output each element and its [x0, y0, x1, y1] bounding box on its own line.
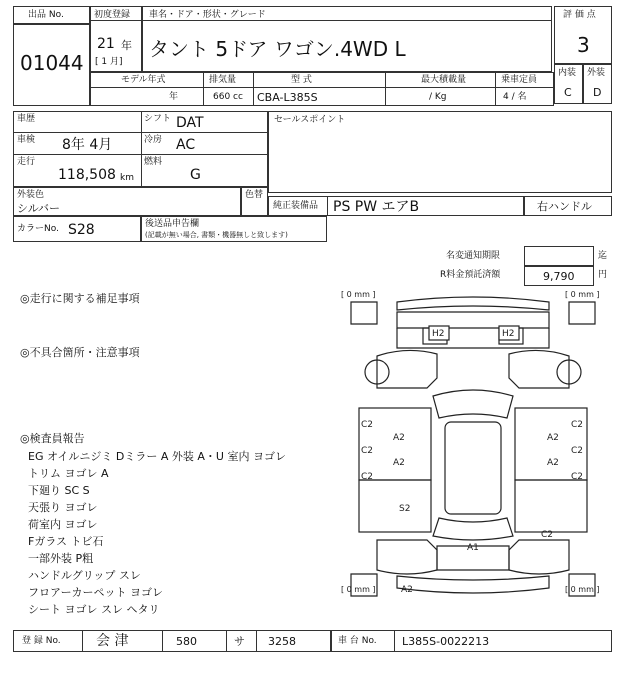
interior-label: 内装: [558, 68, 577, 78]
history-divider: [14, 132, 267, 133]
front-left-tire: [351, 302, 377, 324]
recycle-unit: 円: [598, 270, 608, 280]
grade-box: [554, 6, 612, 64]
running-notes-label: ◎走行に関する補足事項: [20, 292, 140, 305]
capacity-label: 乗車定員: [501, 75, 538, 85]
report-line: シート ヨゴレ スレ ヘタリ: [28, 603, 160, 616]
lot-label: 出品 No.: [28, 10, 64, 20]
plate-number: 3258: [268, 635, 296, 648]
equipment-value: PS PW エアB: [333, 199, 420, 215]
exterior-color-box: [13, 187, 241, 216]
inspection-label: 車検: [17, 135, 36, 145]
interior-box: [554, 64, 583, 104]
equipment-label: 純正装備品: [273, 201, 319, 211]
inspector-report-list: [28, 448, 328, 618]
windshield: [433, 390, 513, 418]
grade-label: 評 価 点: [563, 10, 596, 20]
mark-s2: S2: [399, 504, 411, 514]
right-front-door: [515, 408, 587, 480]
grille: [397, 328, 549, 348]
exterior-box: [583, 64, 612, 104]
spec-divider: [253, 73, 254, 105]
car-name-box: [142, 6, 552, 72]
chassis-no: L385S-0022213: [402, 635, 490, 648]
exterior-value: D: [593, 86, 602, 99]
registration-month: [ 1 月]: [95, 57, 123, 67]
plate-label: 登 録 No.: [22, 636, 61, 646]
spec-divider: [91, 87, 553, 88]
tire-label-front-right: [ 0 mm ]: [565, 290, 600, 299]
plate-box: [13, 630, 331, 652]
displacement-label: 排気量: [209, 75, 237, 85]
report-line: ハンドルグリップ スレ: [28, 569, 141, 582]
plate-region: 会 津: [96, 633, 129, 649]
repaint-box: [241, 187, 268, 216]
max-load-label: 最大積載量: [421, 75, 467, 85]
color-no-label: カラーNo.: [17, 224, 59, 234]
model-type: CBA-L385S: [257, 91, 318, 104]
year-unit: 年: [121, 39, 132, 52]
report-line: トリム ヨゴレ A: [28, 467, 109, 480]
spec-row: [90, 72, 554, 106]
repaint-label: 色替: [245, 190, 264, 200]
chassis-box: [331, 630, 612, 652]
mark-a1: A1: [467, 543, 479, 553]
right-rear-door: [515, 480, 587, 532]
spec-divider: [203, 73, 204, 105]
color-no-box: [13, 216, 141, 242]
history-block: [13, 111, 268, 187]
front-bumper: [397, 297, 549, 310]
exterior-color-label: 外装色: [17, 190, 45, 200]
mileage-label: 走行: [17, 157, 36, 167]
history-label: 車歴: [17, 114, 36, 124]
mark-a2-rear: A2: [401, 585, 413, 595]
mark-c2: C2: [361, 420, 374, 430]
car-name: タント 5ドア ワゴン.4WD L: [149, 37, 406, 61]
model-year-label: モデル年式: [121, 75, 166, 85]
capacity: 4 / 名: [503, 92, 527, 102]
mark-a2: A2: [547, 433, 559, 443]
mark-a2: A2: [393, 433, 405, 443]
lot-number-box: [13, 24, 90, 106]
name-change-label: 名変通知期限: [446, 251, 501, 261]
rear-right-side: [509, 540, 569, 574]
name-change-value-box: [524, 246, 594, 266]
plate-class: 580: [176, 635, 197, 648]
mark-c2: C2: [571, 472, 584, 482]
roof: [445, 422, 501, 514]
report-line: Fガラス トビ石: [28, 535, 104, 548]
shift-label: シフト: [144, 114, 172, 124]
inspection-value: 8年 4月: [62, 137, 113, 153]
interior-value: C: [564, 86, 572, 99]
spec-divider: [385, 73, 386, 105]
mark-c2: C2: [571, 446, 584, 456]
car-damage-diagram: [337, 288, 609, 620]
mark-h2-left: H2: [432, 329, 445, 339]
name-change-unit: 迄: [598, 251, 608, 261]
type-label: 型 式: [291, 75, 312, 85]
docs-note: (記載が無い場合, 書類・機器無しと致します): [145, 231, 288, 239]
docs-label: 後送品申告欄: [145, 219, 200, 229]
lot-label-box: [13, 6, 90, 24]
steering-box: [524, 196, 612, 216]
defect-notes-label: ◎不具合箇所・注意事項: [20, 346, 140, 359]
exterior-color: シルバー: [17, 202, 60, 215]
tire-label-rear-left: [ 0 mm ]: [341, 585, 376, 594]
left-rear-door: [359, 480, 431, 532]
lot-number: 01044: [20, 51, 84, 75]
aircon-value: AC: [176, 137, 196, 153]
mark-c2-rear: C2: [541, 530, 554, 540]
report-line: 荷室内 ヨゴレ: [28, 518, 98, 531]
model-year-unit: 年: [169, 92, 179, 102]
mark-a2: A2: [393, 458, 405, 468]
plate-divider: [226, 631, 227, 651]
registration-box: [90, 6, 142, 72]
color-no: S28: [68, 222, 95, 238]
chassis-label: 車 台 No.: [338, 636, 377, 646]
tire-label-rear-right: [ 0 mm ]: [565, 585, 600, 594]
plate-divider: [256, 631, 257, 651]
grade-value: 3: [577, 33, 590, 57]
max-load: / Kg: [429, 92, 447, 102]
chassis-divider: [394, 631, 395, 651]
steering-value: 右ハンドル: [537, 200, 592, 213]
registration-year: 21: [97, 36, 115, 52]
equipment-divider: [327, 197, 328, 215]
docs-box: [141, 216, 327, 242]
fuel-label: 燃料: [144, 157, 163, 167]
car-label: 車名・ドア・形状・グレード: [149, 10, 266, 20]
rear-left-side: [377, 540, 437, 574]
mark-c2: C2: [361, 446, 374, 456]
recycle-value: 9,790: [543, 270, 575, 283]
report-line: フロアーカーペット ヨゴレ: [28, 586, 163, 599]
displacement: 660 cc: [213, 92, 243, 102]
sales-point-box: [268, 111, 612, 193]
left-side-profile: [377, 350, 437, 388]
report-line: 下廻り SC S: [28, 484, 90, 497]
hood-outline: [397, 312, 549, 328]
mark-h2-right: H2: [502, 329, 515, 339]
sales-point-label: セールスポイント: [274, 115, 346, 125]
left-front-door: [359, 408, 431, 480]
recycle-label: R料金預託済額: [440, 270, 501, 280]
report-line: 一部外装 P粗: [28, 552, 94, 565]
right-side-profile: [509, 350, 569, 388]
mark-a2: A2: [547, 458, 559, 468]
mark-c2: C2: [571, 420, 584, 430]
plate-divider: [162, 631, 163, 651]
registration-label: 初度登録: [94, 10, 131, 20]
history-divider: [14, 154, 267, 155]
exterior-label: 外装: [587, 68, 606, 78]
front-right-tire: [569, 302, 595, 324]
rear-bumper: [397, 576, 549, 593]
plate-divider: [82, 631, 83, 651]
mileage-unit: km: [120, 173, 134, 183]
report-line: 天張り ヨゴレ: [28, 501, 98, 514]
report-line: EG オイルニジミ Dミラー A 外装 A・U 室内 ヨゴレ: [28, 450, 286, 463]
plate-kana: サ: [234, 635, 245, 648]
inspector-report-label: ◎検査員報告: [20, 432, 85, 445]
fuel-value: G: [190, 167, 201, 183]
aircon-label: 冷房: [144, 135, 163, 145]
shift-value: DAT: [176, 115, 204, 131]
mileage-value: 118,508: [58, 167, 116, 183]
mark-c2: C2: [361, 472, 374, 482]
history-divider: [141, 112, 142, 186]
tire-label-front-left: [ 0 mm ]: [341, 290, 376, 299]
rear-window: [433, 518, 513, 540]
recycle-value-box: [524, 266, 594, 286]
spec-divider: [495, 73, 496, 105]
equipment-box: [268, 196, 524, 216]
